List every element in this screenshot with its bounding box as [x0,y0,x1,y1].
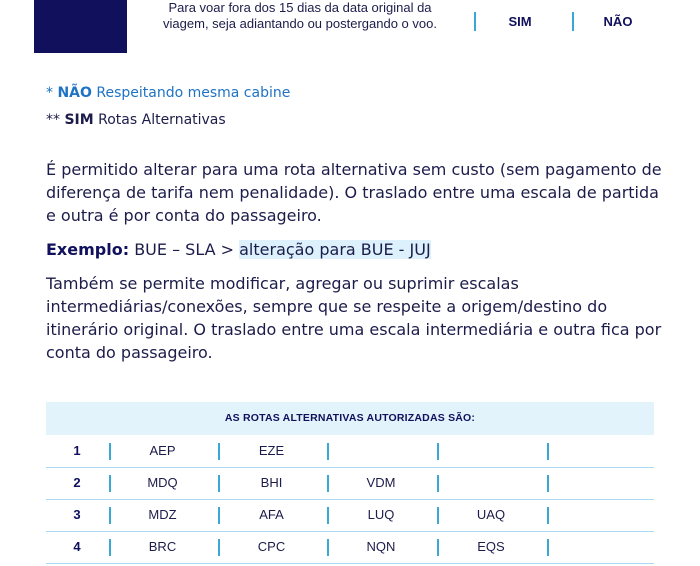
cell-divider [327,507,329,524]
row-number: 4 [73,539,81,554]
route-code: EQS [477,539,505,554]
table-row [46,467,654,500]
note-bold: NÃO [57,85,92,101]
cell-divider [327,475,329,492]
divider-bar [474,12,476,31]
top-note-line1: Para voar fora dos 15 dias da data original da [168,0,432,15]
route-code: AFA [259,507,284,522]
routes-table-header: AS ROTAS ALTERNATIVAS AUTORIZADAS SÃO: [46,402,654,435]
example-label: Exemplo: [46,240,130,259]
navy-block [34,0,127,53]
cell-divider [437,539,439,556]
cell-divider [109,443,111,460]
cell-divider [109,507,111,524]
nao-label: NÃO [603,14,633,29]
row-number: 2 [73,475,81,490]
route-code [326,435,436,467]
route-code: VDM [366,475,396,490]
route-code: LUQ [367,507,395,522]
cell-divider [327,443,329,460]
table-row [46,435,654,468]
route-code [436,467,546,499]
row-number: 3 [73,507,81,522]
note-text: Respeitando mesma cabine [91,85,291,101]
route-code: MDQ [147,475,178,490]
cell-divider [437,443,439,460]
cell-divider [327,539,329,556]
example-line [46,238,431,261]
note-text: Rotas Alternativas [93,112,226,128]
cell-divider [109,539,111,556]
divider-bar [572,12,574,31]
paragraph-alternative-route: É permitido alterar para uma rota alternativa sem custo (sem pagamento de diferença de tarifa nem penalidade). O traslado entre uma escala de partida e outra é por conta do passageiro. [46,160,662,225]
route-code: MDZ [148,507,177,522]
cell-divider [547,475,549,492]
route-code: BRC [148,539,177,554]
route-code: EZE [258,443,285,458]
top-note-text [150,0,450,32]
cell-divider [218,443,220,460]
cell-divider [218,475,220,492]
cell-divider [547,443,549,460]
cell-divider [547,507,549,524]
cell-divider [437,507,439,524]
note-bold: SIM [64,112,94,128]
note-sim [46,112,226,128]
cell-divider [218,507,220,524]
paragraph-connections: Também se permite modificar, agregar ou suprimir escalas intermediárias/conexões, sempre que se respeite a origem/destino do itinerário original. O traslado entre uma escala intermediária e outra fica por conta do passageiro. [46,274,662,362]
top-note-line2: viagem, seja adiantando ou postergando o voo. [163,16,437,31]
note-prefix: ** [46,112,65,128]
cell-divider [437,475,439,492]
route-code: NQN [366,539,396,554]
cell-divider [109,475,111,492]
table-row [46,499,654,532]
note-prefix: * [46,85,58,101]
cell-divider [547,539,549,556]
table-row [46,531,654,564]
sim-label: SIM [508,14,532,29]
route-code: AEP [149,443,176,458]
route-code: UAQ [476,507,506,522]
route-code: CPC [257,539,286,554]
example-highlight: alteração para BUE - JUJ [239,240,431,259]
example-route: BUE – SLA > [129,240,240,259]
route-code: BHI [260,475,283,490]
cell-divider [218,539,220,556]
row-number: 1 [73,443,81,458]
note-nao [46,85,290,101]
route-code [436,435,546,467]
